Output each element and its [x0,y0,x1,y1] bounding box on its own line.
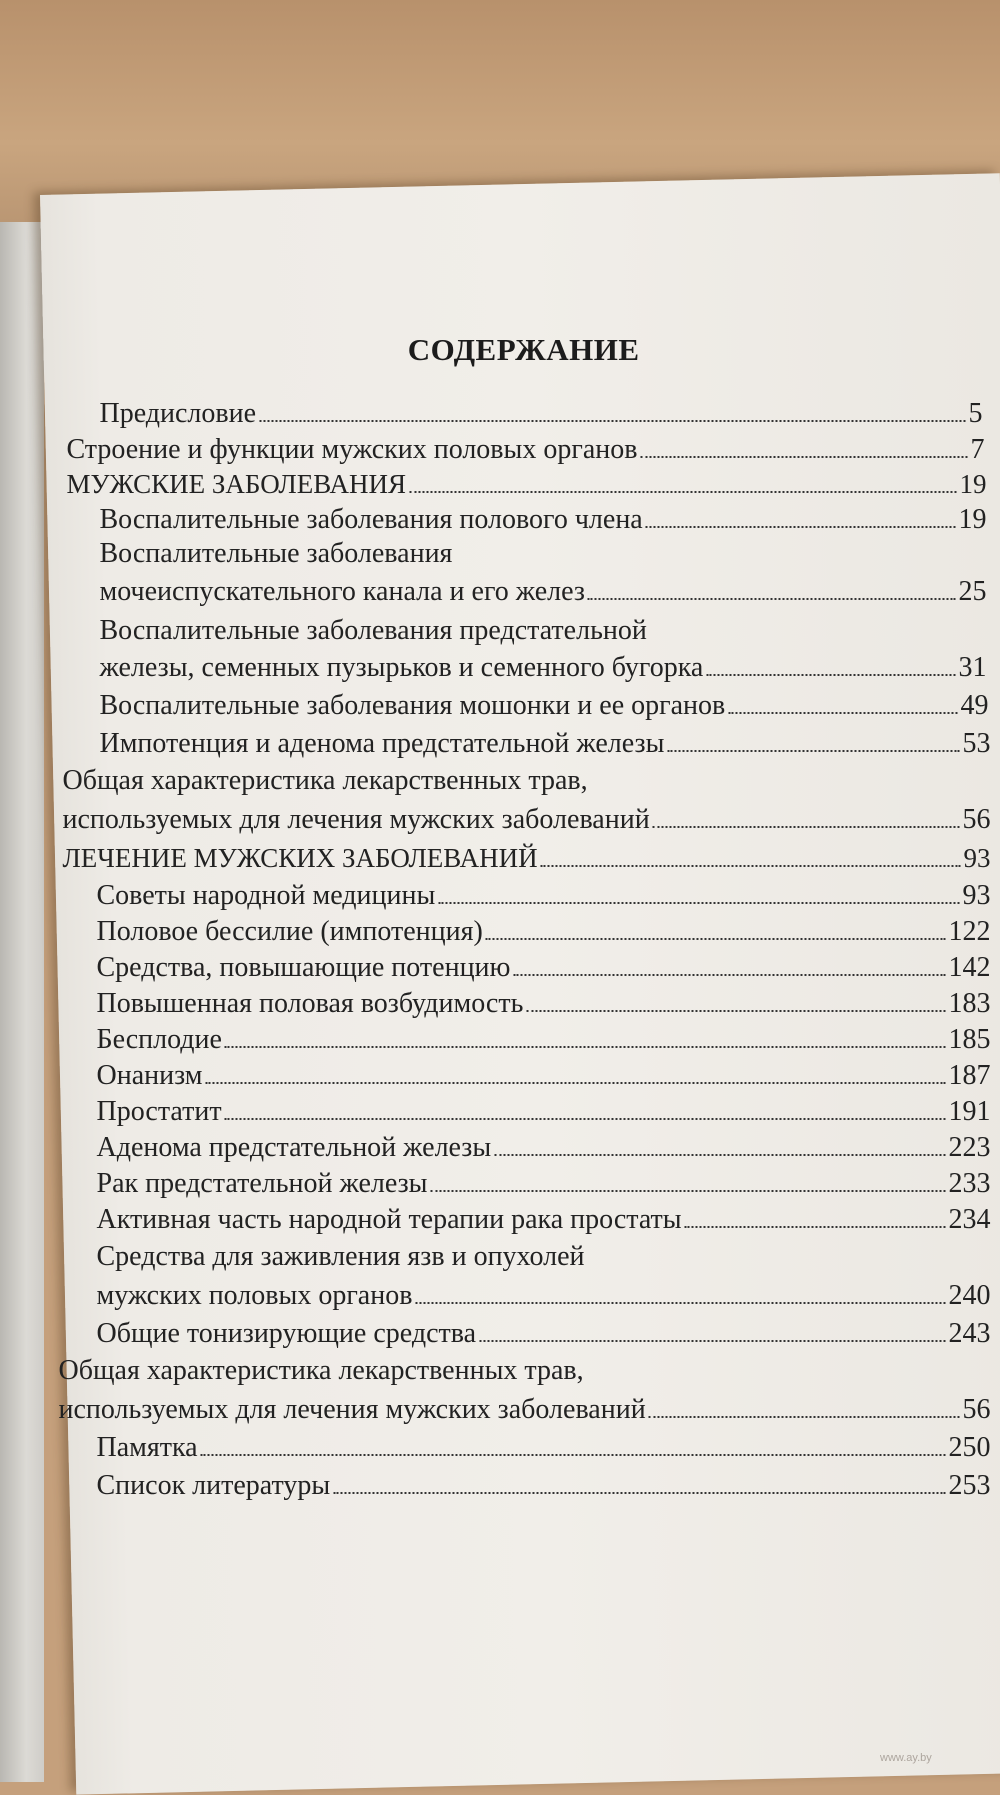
toc-entry-page: 93 [962,879,991,911]
toc-entry-title: Общие тонизирующие средства [96,1317,477,1349]
toc-leader-dots [667,750,959,752]
toc-entry-page: 191 [948,1095,991,1127]
toc-entry-title: Рак предстательной железы [96,1167,428,1199]
toc-entry-title: ЛЕЧЕНИЕ МУЖСКИХ ЗАБОЛЕВАНИЙ [62,842,538,873]
toc-entry [44,1095,1000,1129]
toc-leader-dots [653,826,960,828]
toc-entry [44,689,1000,723]
book-page [40,173,1000,1794]
toc-entry-title: Повышенная половая возбудимость [96,987,524,1019]
toc-section-entry [44,841,1000,875]
toc-entry-first-line: Общая характеристика лекарственных трав, [58,1354,584,1386]
toc-entry-title: Воспалительные заболевания полового члена [99,503,643,535]
toc-entry-page: 53 [962,727,991,759]
toc-leader-dots [259,420,965,422]
toc-entry-page: 7 [970,433,985,465]
toc-entry-page: 19 [959,468,987,499]
toc-entry-first-line: Средства для заживления язв и опухолей [96,1240,585,1272]
toc-entry [44,433,1000,467]
toc-entry [44,1167,1000,1201]
toc-leader-dots [225,1046,946,1048]
toc-entry-first-line: Воспалительные заболевания предстательной [99,614,647,646]
toc-entry-page: 93 [963,842,991,873]
toc-entry [44,951,1000,985]
toc-entry-page: 19 [958,503,987,535]
toc-entry-page: 56 [962,1393,991,1425]
toc-entry-page: 122 [948,915,991,947]
toc-entry [44,1279,1000,1313]
toc-entry-title: Советы народной медицины [96,879,436,911]
toc-leader-dots [225,1118,946,1120]
toc-leader-dots [438,902,959,904]
toc-entry [44,1469,1000,1503]
toc-entry-title: Простатит [96,1095,222,1127]
toc-entry-page: 183 [948,987,991,1019]
toc-entry-page: 240 [948,1279,991,1311]
watermark: www.ay.by [880,1752,932,1764]
toc-entry-title: Памятка [96,1431,198,1463]
toc-entry [44,651,1000,685]
toc-entry [44,1131,1000,1165]
toc-entry-page: 25 [958,575,987,607]
toc-entry-title: Онанизм [96,1059,203,1091]
toc-entry-title: Средства, повышающие потенцию [96,951,511,983]
toc-entry-title: Аденома предстательной железы [96,1131,492,1163]
toc-entry [44,879,1000,913]
toc-leader-dots [205,1082,945,1084]
toc-entry-title: МУЖСКИЕ ЗАБОЛЕВАНИЯ [66,468,407,499]
toc-leader-dots [728,712,957,714]
toc-leader-dots [588,598,956,600]
previous-page-edge [0,222,44,1782]
toc-entry-title: Половое бессилие (импотенция) [96,915,483,947]
toc-leader-dots [201,1454,946,1456]
toc-entry-title: мочеиспускательного канала и его желез [99,575,585,607]
toc-entry-page: 223 [948,1131,991,1163]
toc-leader-dots [685,1226,946,1228]
toc-leader-dots [415,1302,945,1304]
toc-entry-page: 253 [948,1469,991,1501]
toc-entry-title: Бесплодие [96,1023,222,1055]
toc-leader-dots [640,456,967,458]
toc-entry-title: используемых для лечения мужских заболеваний [62,803,650,835]
toc-entry-title: Активная часть народной терапии рака простаты [96,1203,682,1235]
toc-entry [44,1431,1000,1465]
toc-leader-dots [494,1154,945,1156]
toc-entry-page: 5 [968,397,983,429]
toc-leader-dots [541,865,961,867]
toc-entry-title: Воспалительные заболевания мошонки и ее органов [99,689,726,721]
toc-leader-dots [706,674,955,676]
toc-entry-page: 56 [962,803,991,835]
toc-entry [44,987,1000,1021]
toc-entry-title: Список литературы [96,1469,331,1501]
toc-leader-dots [649,1416,960,1418]
toc-entry-first-line: Общая характеристика лекарственных трав, [62,764,588,796]
toc-section-entry [44,467,1000,501]
toc-entry [44,727,1000,761]
toc-entry-title: используемых для лечения мужских заболеваний [58,1393,646,1425]
toc-leader-dots [409,491,956,493]
toc-entry-title: железы, семенных пузырьков и семенного бугорка [99,651,704,683]
toc-leader-dots [430,1190,945,1192]
toc-entry-title: Строение и функции мужских половых органов [66,433,638,465]
toc-entry [44,1059,1000,1093]
toc-entry [44,575,1000,609]
toc-entry [44,1317,1000,1351]
toc-entry-title: Импотенция и аденома предстательной железы [99,727,665,759]
toc-leader-dots [333,1492,945,1494]
toc-entry [44,1203,1000,1237]
toc-entry [44,915,1000,949]
contents-heading: СОДЕРЖАНИЕ [407,332,640,368]
toc-entry-page: 187 [948,1059,991,1091]
toc-entry-page: 243 [948,1317,991,1349]
toc-entry-page: 185 [948,1023,991,1055]
toc-leader-dots [646,526,956,528]
toc-entry [44,503,1000,537]
toc-entry [44,803,1000,837]
table-of-contents [44,393,1000,1713]
toc-entry-title: мужских половых органов [96,1279,413,1311]
toc-entry-first-line: Воспалительные заболевания [99,537,453,569]
toc-entry-page: 234 [948,1203,991,1235]
toc-leader-dots [526,1010,945,1012]
toc-entry-page: 49 [960,689,989,721]
toc-entry-page: 250 [948,1431,991,1463]
toc-entry [44,397,1000,431]
toc-leader-dots [513,974,945,976]
toc-entry-page: 233 [948,1167,991,1199]
toc-leader-dots [479,1340,945,1342]
toc-leader-dots [486,938,946,940]
toc-entry [44,1023,1000,1057]
toc-entry-title: Предисловие [99,397,257,429]
toc-entry-page: 142 [948,951,991,983]
toc-entry [44,1393,1000,1427]
toc-entry-page: 31 [958,651,987,683]
